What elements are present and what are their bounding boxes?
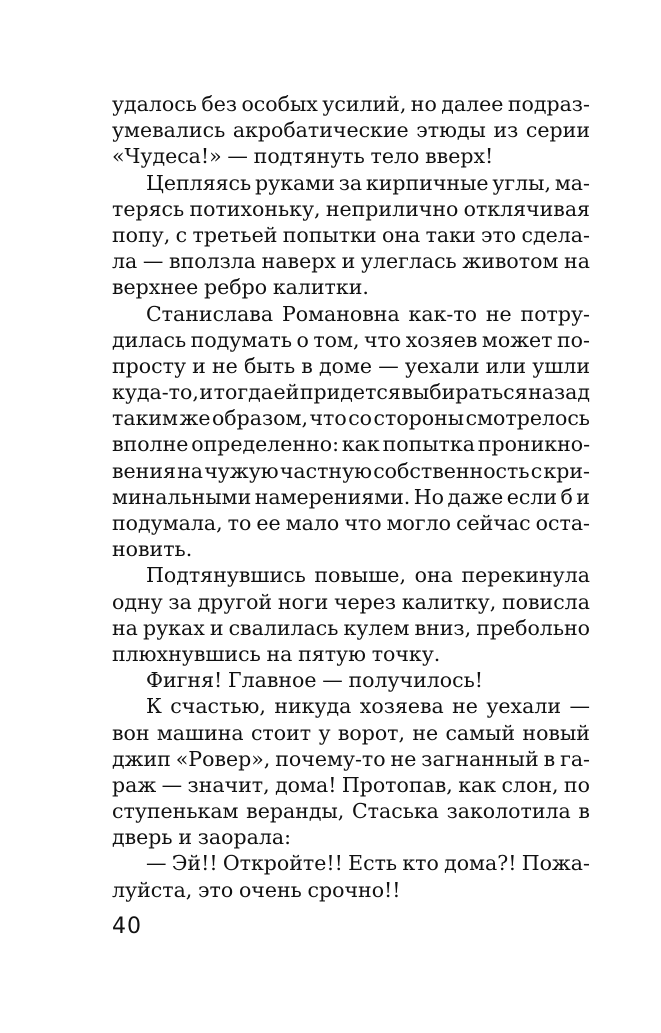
text-line: верхнее ребро калитки. <box>112 275 369 300</box>
page-number: 40 <box>112 914 142 939</box>
text-line: терясь потихоньку, неприлично отклячивая <box>112 196 590 221</box>
text-line: подумала, то ее мало что могло сейчас оста- <box>112 511 590 535</box>
text-line: вполне определенно: как попытка проникно- <box>112 432 590 457</box>
text-line: попу, с третьей попытки она таки это сдела- <box>112 222 590 247</box>
text-line: новить. <box>112 537 193 562</box>
text-line: луйста, это очень срочно!! <box>112 877 401 902</box>
text-line: Подтянувшись повыше, она перекинула <box>146 563 590 588</box>
text-line: ступенькам веранды, Стаська заколотила в <box>112 799 590 824</box>
text-line: одну за другой ноги через калитку, повисла <box>112 589 590 614</box>
text-line: на руках и свалилась кулем вниз, пребольно <box>112 615 590 640</box>
text-line: удалось без особых усилий, но далее подраз- <box>112 92 590 116</box>
text-line: ла — вползла наверх и улеглась животом на <box>112 249 590 274</box>
text-line: вон машина стоит у ворот, не самый новый <box>112 720 590 745</box>
text-line: дилась подумать о том, что хозяев может по- <box>112 327 590 352</box>
text-line: таким же образом, что со стороны смотрелось <box>112 406 590 431</box>
text-line: раж — значит, дома! Протопав, как слон, по <box>112 772 590 797</box>
text-line: джип «Ровер», почему-то не загнанный в га- <box>112 746 590 771</box>
text-line: вения на чужую частную собственность с кри- <box>112 458 590 483</box>
text-line: куда-то, и тогда ей придется выбираться назад <box>112 380 590 405</box>
text-line: дверь и заорала: <box>112 825 291 850</box>
text-line: плюхнувшись на пятую точку. <box>112 641 441 666</box>
text-line: умевались акробатические этюды из серии <box>112 118 590 143</box>
text-line: Станислава Романовна как-то не потру- <box>146 301 590 326</box>
text-line: просту и не быть в доме — уехали или ушли <box>112 353 590 378</box>
text-line: К счастью, никуда хозяева не уехали — <box>146 694 590 719</box>
text-line: Цепляясь руками за кирпичные углы, ма- <box>146 170 590 195</box>
text-line: — Эй!! Откройте!! Есть кто дома?! Пожа- <box>146 851 590 876</box>
text-line: «Чудеса!» — подтянуть тело вверх! <box>112 144 494 169</box>
body-text <box>112 91 590 903</box>
text-line: Фигня! Главное — получилось! <box>146 668 484 693</box>
text-line: минальными намерениями. Но даже если б и <box>112 484 590 509</box>
